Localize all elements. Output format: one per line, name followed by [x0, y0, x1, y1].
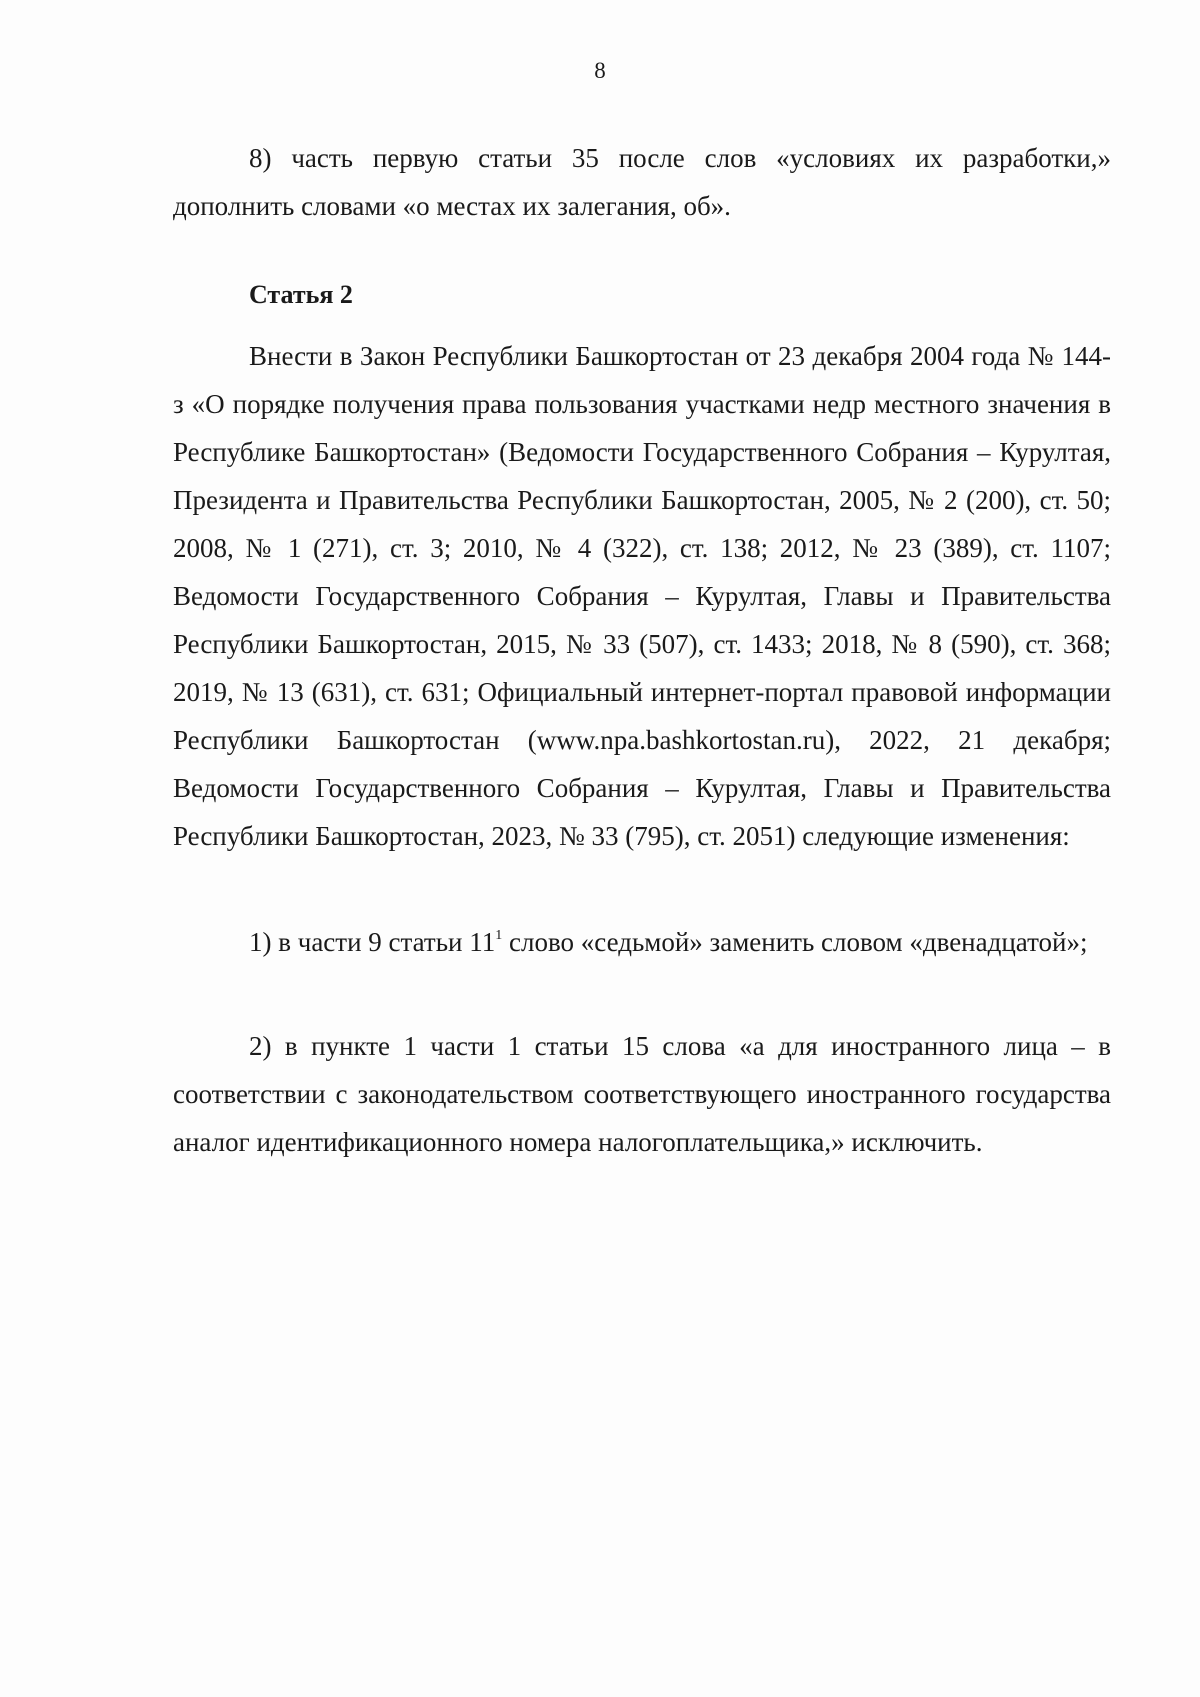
article-heading: Статья 2 [249, 280, 353, 309]
amendment-item-1-before: 1) в части 9 статьи 11 [249, 927, 496, 957]
amendment-item-1-superscript: 1 [495, 928, 503, 943]
paragraph-item-8-text: 8) часть первую статьи 35 после слов «условиях их разработки,» дополнить словами «о местах их залегания, об». [173, 143, 1111, 221]
paragraph-item-8 [173, 134, 1111, 230]
page-number: 8 [594, 58, 606, 83]
article-intro-text: Внести в Закон Республики Башкортостан от 23 декабря 2004 года № 144-з «О порядке получения права пользования участками недр местного значения в Республике Башкортостан» (Ведомости Государственного Собрания – Курултая, Президента и Правительства Республики Башкортостан, 2005, № 2 (200), ст. 50; 2008, № 1 (271), ст. 3; 2010, № 4 (322), ст. 138; 2012, № 23 (389), ст. 1107; Ведомости Государственного Собрания – Курултая, Главы и Правительства Республики Башкортостан, 2015, № 33 (507), ст. 1433; 2018, № 8 (590), ст. 368; 2019, № 13 (631), ст. 631; Официальный интернет-портал правовой информации Республики Башкортостан (www.npa.bashkortostan.ru), 2022, 21 декабря; Ведомости Государственного Собрания – Курултая, Главы и Правительства Республики Башкортостан, 2023, № 33 (795), ст. 2051) следующие изменения: [173, 341, 1111, 851]
amendment-item-1-text [173, 918, 1111, 966]
amendment-item-2-text: 2) в пункте 1 части 1 статьи 15 слова «а для иностранного лица – в соответствии с законодательством соответствующего иностранного государства аналог идентификационного номера налогоплательщика,» исключить. [173, 1031, 1111, 1157]
amendment-item-2 [173, 1022, 1111, 1166]
amendment-item-1 [173, 918, 1111, 966]
article-intro [173, 332, 1111, 860]
amendment-item-1-after: слово «седьмой» заменить словом «двенадцатой»; [502, 927, 1088, 957]
